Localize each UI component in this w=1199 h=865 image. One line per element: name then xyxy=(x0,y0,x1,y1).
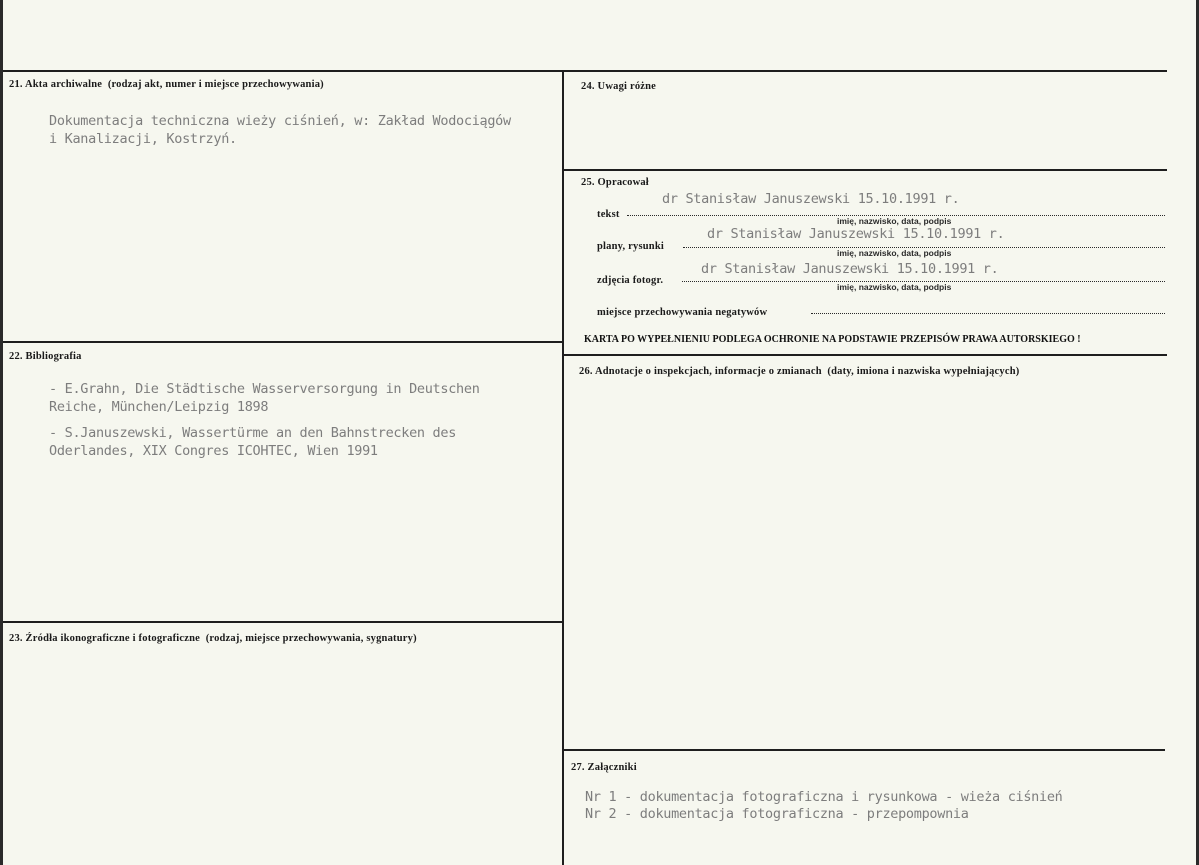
rule-25-26 xyxy=(564,354,1167,356)
section-25-title: 25. Opracował xyxy=(581,177,649,188)
author-plans-caption: imię, nazwisko, data, podpis xyxy=(837,248,952,258)
bibliography-line-2: Reiche, München/Leipzig 1898 xyxy=(49,399,269,415)
section-23-subtitle: (rodzaj, miejsce przechowywania, sygnatury) xyxy=(205,633,417,644)
bibliography-line-3: - S.Januszewski, Wassertürme an den Bahnstrecken des xyxy=(49,425,457,441)
section-24-title: 24. Uwagi różne xyxy=(581,81,657,92)
rule-26-27 xyxy=(564,749,1165,751)
author-plans-label: plany, rysunki xyxy=(597,241,664,252)
bibliography-line-4: Oderlandes, XIX Congres ICOHTEC, Wien 1991 xyxy=(49,443,378,459)
bibliography-line-1: - E.Grahn, Die Städtische Wasserversorgung in Deutschen xyxy=(49,381,480,397)
top-rule xyxy=(3,70,1167,72)
author-photos-value: dr Stanisław Januszewski 15.10.1991 r. xyxy=(701,261,999,277)
negatives-storage-label: miejsce przechowywania negatywów xyxy=(597,307,768,318)
section-22-title: 22. Bibliografia xyxy=(9,351,82,362)
section-21-subtitle: (rodzaj akt, numer i miejsce przechowywania) xyxy=(107,79,324,90)
section-21-heading xyxy=(9,79,324,90)
center-divider xyxy=(562,70,564,865)
author-text-value: dr Stanisław Januszewski 15.10.1991 r. xyxy=(662,191,960,207)
archive-records-line-2: i Kanalizacji, Kostrzyń. xyxy=(49,131,237,147)
section-27-title: 27. Załączniki xyxy=(571,762,637,773)
author-photos-label: zdjęcia fotogr. xyxy=(597,275,664,286)
section-26-title: 26. Adnotacje o inspekcjach, informacje o zmianach xyxy=(579,366,822,377)
author-text-caption: imię, nazwisko, data, podpis xyxy=(837,216,952,226)
author-text-label: tekst xyxy=(597,209,620,220)
rule-24-25 xyxy=(564,169,1167,171)
attachment-line-2: Nr 2 - dokumentacja fotograficzna - przepompownia xyxy=(585,806,969,822)
rule-22-23 xyxy=(3,621,563,623)
section-23-title: 23. Źródła ikonograficzne i fotograficzne xyxy=(9,633,201,644)
copyright-notice: KARTA PO WYPEŁNIENIU PODLEGA OCHRONIE NA PODSTAWIE PRZEPISÓW PRAWA AUTORSKIEGO ! xyxy=(584,334,1081,345)
section-26-subtitle: (daty, imiona i nazwiska wypełniających) xyxy=(827,366,1020,377)
section-23-heading xyxy=(9,633,417,644)
attachment-line-1: Nr 1 - dokumentacja fotograficzna i rysunkowa - wieża ciśnień xyxy=(585,789,1063,805)
author-photos-caption: imię, nazwisko, data, podpis xyxy=(837,282,952,292)
archive-records-line-1: Dokumentacja techniczna wieży ciśnień, w: Zakład Wodociągów xyxy=(49,113,511,129)
rule-21-22 xyxy=(3,341,563,343)
negatives-storage-dotted-line xyxy=(811,313,1165,314)
section-26-heading xyxy=(579,366,1019,377)
author-plans-value: dr Stanisław Januszewski 15.10.1991 r. xyxy=(707,226,1005,242)
section-21-title: 21. Akta archiwalne xyxy=(9,79,103,90)
